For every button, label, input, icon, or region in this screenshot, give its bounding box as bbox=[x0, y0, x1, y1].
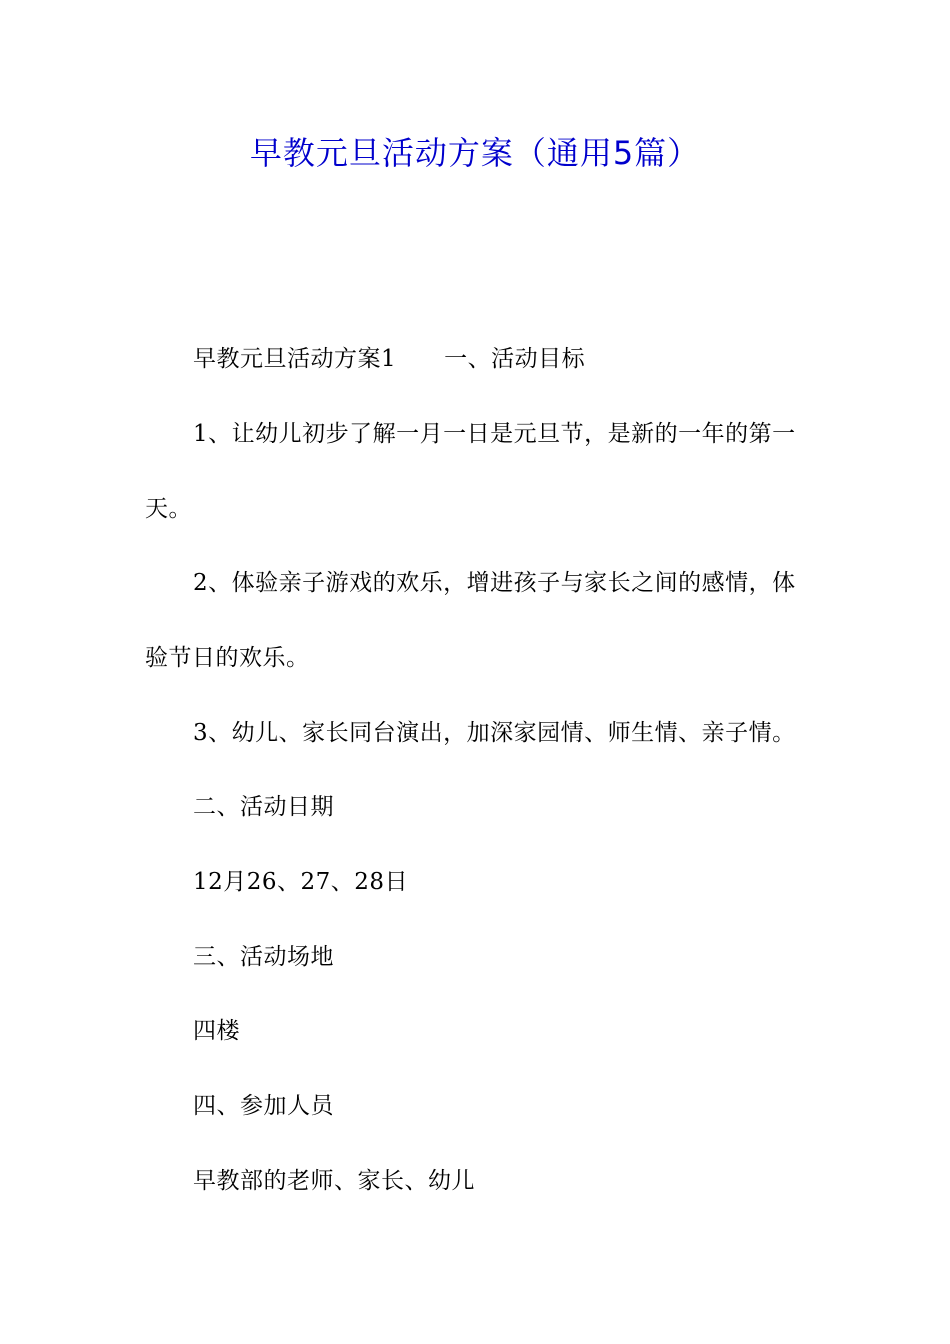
participants-value: 早教部的老师、家长、幼儿 bbox=[193, 1168, 475, 1194]
goal-1-line-2: 天。 bbox=[145, 496, 192, 522]
goal-1-line-1: 1、让幼儿初步了解一月一日是元旦节，是新的一年的第一 bbox=[193, 421, 796, 447]
venue-value: 四楼 bbox=[193, 1018, 240, 1044]
goal-2-line-1: 2、体验亲子游戏的欢乐，增进孩子与家长之间的感情，体 bbox=[193, 570, 796, 596]
venue-heading: 三、活动场地 bbox=[193, 944, 334, 970]
goal-3: 3、幼儿、家长同台演出，加深家园情、师生情、亲子情。 bbox=[193, 720, 796, 746]
participants-heading: 四、参加人员 bbox=[193, 1093, 334, 1119]
section-heading-line bbox=[193, 341, 585, 377]
date-value: 12月26、27、28日 bbox=[193, 869, 409, 895]
section-heading: 早教元旦活动方案1 bbox=[193, 346, 397, 372]
goal-heading: 一、活动目标 bbox=[444, 346, 586, 372]
goal-2-line-2: 验节日的欢乐。 bbox=[145, 645, 310, 671]
date-heading: 二、活动日期 bbox=[193, 794, 334, 820]
document-title: 早教元旦活动方案（通用5篇） bbox=[249, 134, 701, 172]
